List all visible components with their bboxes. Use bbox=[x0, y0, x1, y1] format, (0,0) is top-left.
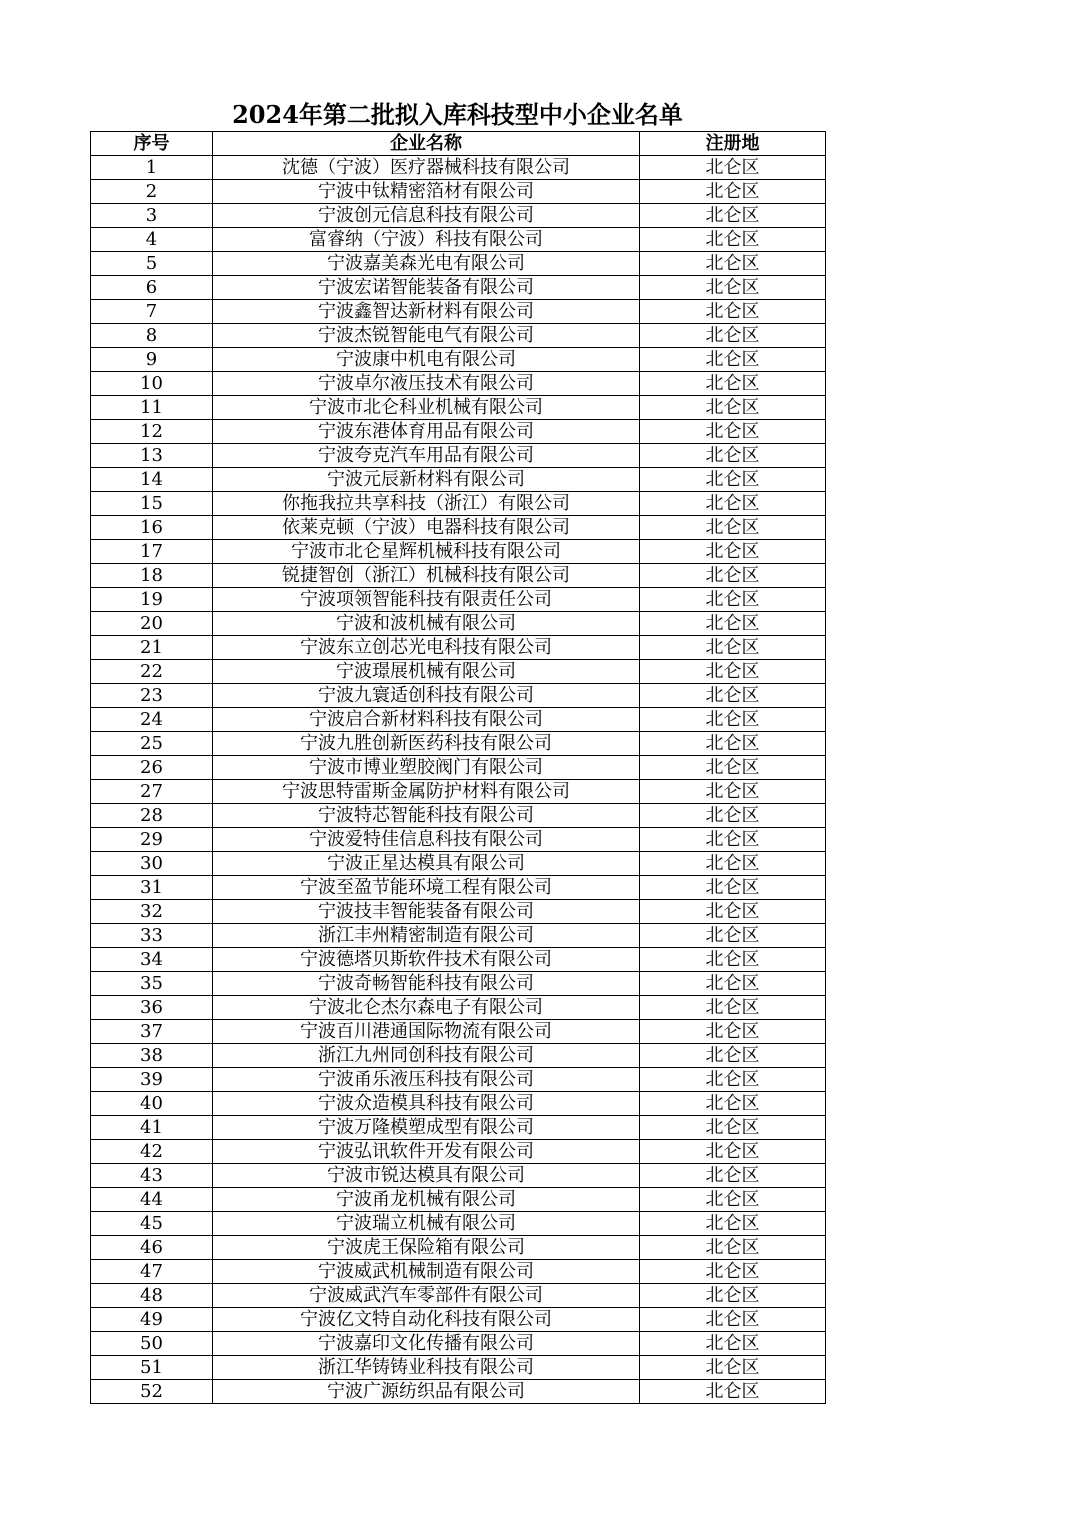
table-row bbox=[91, 492, 826, 516]
registered-location-cell: 北仑区 bbox=[640, 948, 826, 972]
company-name-cell: 依莱克顿（宁波）电器科技有限公司 bbox=[213, 516, 640, 540]
table-row bbox=[91, 588, 826, 612]
table-row bbox=[91, 372, 826, 396]
company-name-cell: 宁波鑫智达新材料有限公司 bbox=[213, 300, 640, 324]
table-row bbox=[91, 204, 826, 228]
table-row bbox=[91, 972, 826, 996]
registered-location-cell: 北仑区 bbox=[640, 1116, 826, 1140]
serial-number-cell: 14 bbox=[91, 468, 213, 492]
serial-number-cell: 7 bbox=[91, 300, 213, 324]
header-company-name: 企业名称 bbox=[213, 132, 640, 156]
company-name-cell: 宁波市博业塑胶阀门有限公司 bbox=[213, 756, 640, 780]
table-row bbox=[91, 612, 826, 636]
company-name-cell: 宁波百川港通国际物流有限公司 bbox=[213, 1020, 640, 1044]
serial-number-cell: 9 bbox=[91, 348, 213, 372]
serial-number-cell: 2 bbox=[91, 180, 213, 204]
company-name-cell: 宁波威武机械制造有限公司 bbox=[213, 1260, 640, 1284]
table-row bbox=[91, 1284, 826, 1308]
serial-number-cell: 33 bbox=[91, 924, 213, 948]
registered-location-cell: 北仑区 bbox=[640, 348, 826, 372]
registered-location-cell: 北仑区 bbox=[640, 492, 826, 516]
document-title: 2024年第二批拟入库科技型中小企业名单 bbox=[232, 100, 683, 129]
serial-number-cell: 50 bbox=[91, 1332, 213, 1356]
serial-number-cell: 45 bbox=[91, 1212, 213, 1236]
registered-location-cell: 北仑区 bbox=[640, 1164, 826, 1188]
table-row bbox=[91, 1380, 826, 1404]
table-row bbox=[91, 876, 826, 900]
registered-location-cell: 北仑区 bbox=[640, 996, 826, 1020]
registered-location-cell: 北仑区 bbox=[640, 828, 826, 852]
registered-location-cell: 北仑区 bbox=[640, 1236, 826, 1260]
registered-location-cell: 北仑区 bbox=[640, 468, 826, 492]
registered-location-cell: 北仑区 bbox=[640, 420, 826, 444]
company-name-cell: 宁波市锐达模具有限公司 bbox=[213, 1164, 640, 1188]
table-row bbox=[91, 1308, 826, 1332]
serial-number-cell: 41 bbox=[91, 1116, 213, 1140]
registered-location-cell: 北仑区 bbox=[640, 1380, 826, 1404]
serial-number-cell: 25 bbox=[91, 732, 213, 756]
table-body bbox=[91, 156, 826, 1404]
registered-location-cell: 北仑区 bbox=[640, 300, 826, 324]
serial-number-cell: 6 bbox=[91, 276, 213, 300]
serial-number-cell: 49 bbox=[91, 1308, 213, 1332]
registered-location-cell: 北仑区 bbox=[640, 564, 826, 588]
serial-number-cell: 34 bbox=[91, 948, 213, 972]
company-table bbox=[90, 131, 826, 1404]
company-name-cell: 宁波瑞立机械有限公司 bbox=[213, 1212, 640, 1236]
serial-number-cell: 29 bbox=[91, 828, 213, 852]
registered-location-cell: 北仑区 bbox=[640, 180, 826, 204]
company-name-cell: 浙江九州同创科技有限公司 bbox=[213, 1044, 640, 1068]
serial-number-cell: 40 bbox=[91, 1092, 213, 1116]
registered-location-cell: 北仑区 bbox=[640, 684, 826, 708]
company-name-cell: 宁波卓尔液压技术有限公司 bbox=[213, 372, 640, 396]
table-row bbox=[91, 1020, 826, 1044]
company-name-cell: 宁波甬乐液压科技有限公司 bbox=[213, 1068, 640, 1092]
company-name-cell: 宁波北仑杰尔森电子有限公司 bbox=[213, 996, 640, 1020]
company-name-cell: 锐捷智创（浙江）机械科技有限公司 bbox=[213, 564, 640, 588]
company-name-cell: 宁波东立创芯光电科技有限公司 bbox=[213, 636, 640, 660]
company-name-cell: 宁波宏诺智能装备有限公司 bbox=[213, 276, 640, 300]
company-name-cell: 宁波杰锐智能电气有限公司 bbox=[213, 324, 640, 348]
table-row bbox=[91, 444, 826, 468]
serial-number-cell: 20 bbox=[91, 612, 213, 636]
registered-location-cell: 北仑区 bbox=[640, 372, 826, 396]
table-row bbox=[91, 636, 826, 660]
company-name-cell: 宁波万隆模塑成型有限公司 bbox=[213, 1116, 640, 1140]
company-name-cell: 宁波特芯智能科技有限公司 bbox=[213, 804, 640, 828]
registered-location-cell: 北仑区 bbox=[640, 252, 826, 276]
serial-number-cell: 12 bbox=[91, 420, 213, 444]
serial-number-cell: 43 bbox=[91, 1164, 213, 1188]
table-row bbox=[91, 300, 826, 324]
registered-location-cell: 北仑区 bbox=[640, 852, 826, 876]
company-name-cell: 浙江华铸铸业科技有限公司 bbox=[213, 1356, 640, 1380]
table-row bbox=[91, 1356, 826, 1380]
registered-location-cell: 北仑区 bbox=[640, 612, 826, 636]
company-name-cell: 浙江丰州精密制造有限公司 bbox=[213, 924, 640, 948]
table-row bbox=[91, 516, 826, 540]
table-row bbox=[91, 156, 826, 180]
table-row bbox=[91, 1236, 826, 1260]
header-serial-number: 序号 bbox=[91, 132, 213, 156]
serial-number-cell: 46 bbox=[91, 1236, 213, 1260]
company-name-cell: 宁波璟展机械有限公司 bbox=[213, 660, 640, 684]
table-row bbox=[91, 684, 826, 708]
registered-location-cell: 北仑区 bbox=[640, 804, 826, 828]
company-name-cell: 富睿纳（宁波）科技有限公司 bbox=[213, 228, 640, 252]
registered-location-cell: 北仑区 bbox=[640, 1332, 826, 1356]
table-row bbox=[91, 1332, 826, 1356]
table-row bbox=[91, 348, 826, 372]
serial-number-cell: 32 bbox=[91, 900, 213, 924]
company-name-cell: 宁波中钛精密箔材有限公司 bbox=[213, 180, 640, 204]
table-row bbox=[91, 900, 826, 924]
table-row bbox=[91, 948, 826, 972]
serial-number-cell: 31 bbox=[91, 876, 213, 900]
company-name-cell: 宁波夸克汽车用品有限公司 bbox=[213, 444, 640, 468]
registered-location-cell: 北仑区 bbox=[640, 876, 826, 900]
table-row bbox=[91, 1092, 826, 1116]
serial-number-cell: 47 bbox=[91, 1260, 213, 1284]
header-registered-location: 注册地 bbox=[640, 132, 826, 156]
company-name-cell: 宁波威武汽车零部件有限公司 bbox=[213, 1284, 640, 1308]
registered-location-cell: 北仑区 bbox=[640, 1068, 826, 1092]
table-row bbox=[91, 540, 826, 564]
registered-location-cell: 北仑区 bbox=[640, 276, 826, 300]
registered-location-cell: 北仑区 bbox=[640, 660, 826, 684]
table-row bbox=[91, 756, 826, 780]
registered-location-cell: 北仑区 bbox=[640, 1260, 826, 1284]
serial-number-cell: 22 bbox=[91, 660, 213, 684]
registered-location-cell: 北仑区 bbox=[640, 1020, 826, 1044]
registered-location-cell: 北仑区 bbox=[640, 1140, 826, 1164]
serial-number-cell: 17 bbox=[91, 540, 213, 564]
company-name-cell: 宁波正星达模具有限公司 bbox=[213, 852, 640, 876]
table-row bbox=[91, 732, 826, 756]
registered-location-cell: 北仑区 bbox=[640, 516, 826, 540]
registered-location-cell: 北仑区 bbox=[640, 1284, 826, 1308]
company-name-cell: 宁波市北仑科业机械有限公司 bbox=[213, 396, 640, 420]
serial-number-cell: 10 bbox=[91, 372, 213, 396]
table-row bbox=[91, 924, 826, 948]
registered-location-cell: 北仑区 bbox=[640, 444, 826, 468]
serial-number-cell: 24 bbox=[91, 708, 213, 732]
company-name-cell: 宁波德塔贝斯软件技术有限公司 bbox=[213, 948, 640, 972]
serial-number-cell: 27 bbox=[91, 780, 213, 804]
registered-location-cell: 北仑区 bbox=[640, 1308, 826, 1332]
serial-number-cell: 30 bbox=[91, 852, 213, 876]
serial-number-cell: 35 bbox=[91, 972, 213, 996]
company-name-cell: 宁波康中机电有限公司 bbox=[213, 348, 640, 372]
table-row bbox=[91, 1164, 826, 1188]
table-row bbox=[91, 708, 826, 732]
table-row bbox=[91, 1212, 826, 1236]
serial-number-cell: 11 bbox=[91, 396, 213, 420]
company-name-cell: 宁波东港体育用品有限公司 bbox=[213, 420, 640, 444]
serial-number-cell: 1 bbox=[91, 156, 213, 180]
serial-number-cell: 16 bbox=[91, 516, 213, 540]
serial-number-cell: 28 bbox=[91, 804, 213, 828]
registered-location-cell: 北仑区 bbox=[640, 204, 826, 228]
company-name-cell: 宁波九寰适创科技有限公司 bbox=[213, 684, 640, 708]
serial-number-cell: 39 bbox=[91, 1068, 213, 1092]
serial-number-cell: 48 bbox=[91, 1284, 213, 1308]
serial-number-cell: 13 bbox=[91, 444, 213, 468]
company-name-cell: 你拖我拉共享科技（浙江）有限公司 bbox=[213, 492, 640, 516]
company-name-cell: 宁波亿文特自动化科技有限公司 bbox=[213, 1308, 640, 1332]
table-row bbox=[91, 780, 826, 804]
table-row bbox=[91, 1044, 826, 1068]
table-row bbox=[91, 660, 826, 684]
serial-number-cell: 36 bbox=[91, 996, 213, 1020]
company-name-cell: 宁波甬龙机械有限公司 bbox=[213, 1188, 640, 1212]
company-name-cell: 宁波广源纺织品有限公司 bbox=[213, 1380, 640, 1404]
table-row bbox=[91, 324, 826, 348]
serial-number-cell: 23 bbox=[91, 684, 213, 708]
registered-location-cell: 北仑区 bbox=[640, 540, 826, 564]
registered-location-cell: 北仑区 bbox=[640, 228, 826, 252]
table-header-row bbox=[91, 132, 826, 156]
table-row bbox=[91, 828, 826, 852]
table-row bbox=[91, 1116, 826, 1140]
table-row bbox=[91, 468, 826, 492]
serial-number-cell: 26 bbox=[91, 756, 213, 780]
registered-location-cell: 北仑区 bbox=[640, 636, 826, 660]
company-name-cell: 宁波虎王保险箱有限公司 bbox=[213, 1236, 640, 1260]
table-row bbox=[91, 804, 826, 828]
table-row bbox=[91, 996, 826, 1020]
company-name-cell: 宁波至盈节能环境工程有限公司 bbox=[213, 876, 640, 900]
serial-number-cell: 37 bbox=[91, 1020, 213, 1044]
table-row bbox=[91, 1260, 826, 1284]
table-row bbox=[91, 420, 826, 444]
company-name-cell: 宁波启合新材料科技有限公司 bbox=[213, 708, 640, 732]
registered-location-cell: 北仑区 bbox=[640, 708, 826, 732]
registered-location-cell: 北仑区 bbox=[640, 588, 826, 612]
company-name-cell: 宁波嘉印文化传播有限公司 bbox=[213, 1332, 640, 1356]
company-name-cell: 沈德（宁波）医疗器械科技有限公司 bbox=[213, 156, 640, 180]
table-row bbox=[91, 852, 826, 876]
serial-number-cell: 8 bbox=[91, 324, 213, 348]
serial-number-cell: 5 bbox=[91, 252, 213, 276]
registered-location-cell: 北仑区 bbox=[640, 900, 826, 924]
table-row bbox=[91, 252, 826, 276]
table-row bbox=[91, 396, 826, 420]
serial-number-cell: 3 bbox=[91, 204, 213, 228]
serial-number-cell: 19 bbox=[91, 588, 213, 612]
registered-location-cell: 北仑区 bbox=[640, 756, 826, 780]
company-name-cell: 宁波奇畅智能科技有限公司 bbox=[213, 972, 640, 996]
serial-number-cell: 4 bbox=[91, 228, 213, 252]
table-row bbox=[91, 1068, 826, 1092]
registered-location-cell: 北仑区 bbox=[640, 1212, 826, 1236]
registered-location-cell: 北仑区 bbox=[640, 396, 826, 420]
table-row bbox=[91, 276, 826, 300]
company-name-cell: 宁波众造模具科技有限公司 bbox=[213, 1092, 640, 1116]
table-row bbox=[91, 180, 826, 204]
company-name-cell: 宁波思特雷斯金属防护材料有限公司 bbox=[213, 780, 640, 804]
registered-location-cell: 北仑区 bbox=[640, 732, 826, 756]
company-name-cell: 宁波项领智能科技有限责任公司 bbox=[213, 588, 640, 612]
company-name-cell: 宁波嘉美森光电有限公司 bbox=[213, 252, 640, 276]
registered-location-cell: 北仑区 bbox=[640, 1188, 826, 1212]
company-name-cell: 宁波和波机械有限公司 bbox=[213, 612, 640, 636]
serial-number-cell: 52 bbox=[91, 1380, 213, 1404]
registered-location-cell: 北仑区 bbox=[640, 324, 826, 348]
serial-number-cell: 44 bbox=[91, 1188, 213, 1212]
serial-number-cell: 42 bbox=[91, 1140, 213, 1164]
registered-location-cell: 北仑区 bbox=[640, 924, 826, 948]
registered-location-cell: 北仑区 bbox=[640, 1356, 826, 1380]
registered-location-cell: 北仑区 bbox=[640, 1092, 826, 1116]
company-name-cell: 宁波九胜创新医药科技有限公司 bbox=[213, 732, 640, 756]
company-name-cell: 宁波技丰智能装备有限公司 bbox=[213, 900, 640, 924]
table-row bbox=[91, 1188, 826, 1212]
serial-number-cell: 51 bbox=[91, 1356, 213, 1380]
registered-location-cell: 北仑区 bbox=[640, 1044, 826, 1068]
registered-location-cell: 北仑区 bbox=[640, 156, 826, 180]
table-row bbox=[91, 228, 826, 252]
serial-number-cell: 15 bbox=[91, 492, 213, 516]
serial-number-cell: 21 bbox=[91, 636, 213, 660]
serial-number-cell: 38 bbox=[91, 1044, 213, 1068]
company-name-cell: 宁波元辰新材料有限公司 bbox=[213, 468, 640, 492]
company-name-cell: 宁波市北仑星辉机械科技有限公司 bbox=[213, 540, 640, 564]
table-row bbox=[91, 564, 826, 588]
company-name-cell: 宁波弘讯软件开发有限公司 bbox=[213, 1140, 640, 1164]
registered-location-cell: 北仑区 bbox=[640, 780, 826, 804]
table-row bbox=[91, 1140, 826, 1164]
serial-number-cell: 18 bbox=[91, 564, 213, 588]
company-name-cell: 宁波爱特佳信息科技有限公司 bbox=[213, 828, 640, 852]
registered-location-cell: 北仑区 bbox=[640, 972, 826, 996]
company-name-cell: 宁波创元信息科技有限公司 bbox=[213, 204, 640, 228]
